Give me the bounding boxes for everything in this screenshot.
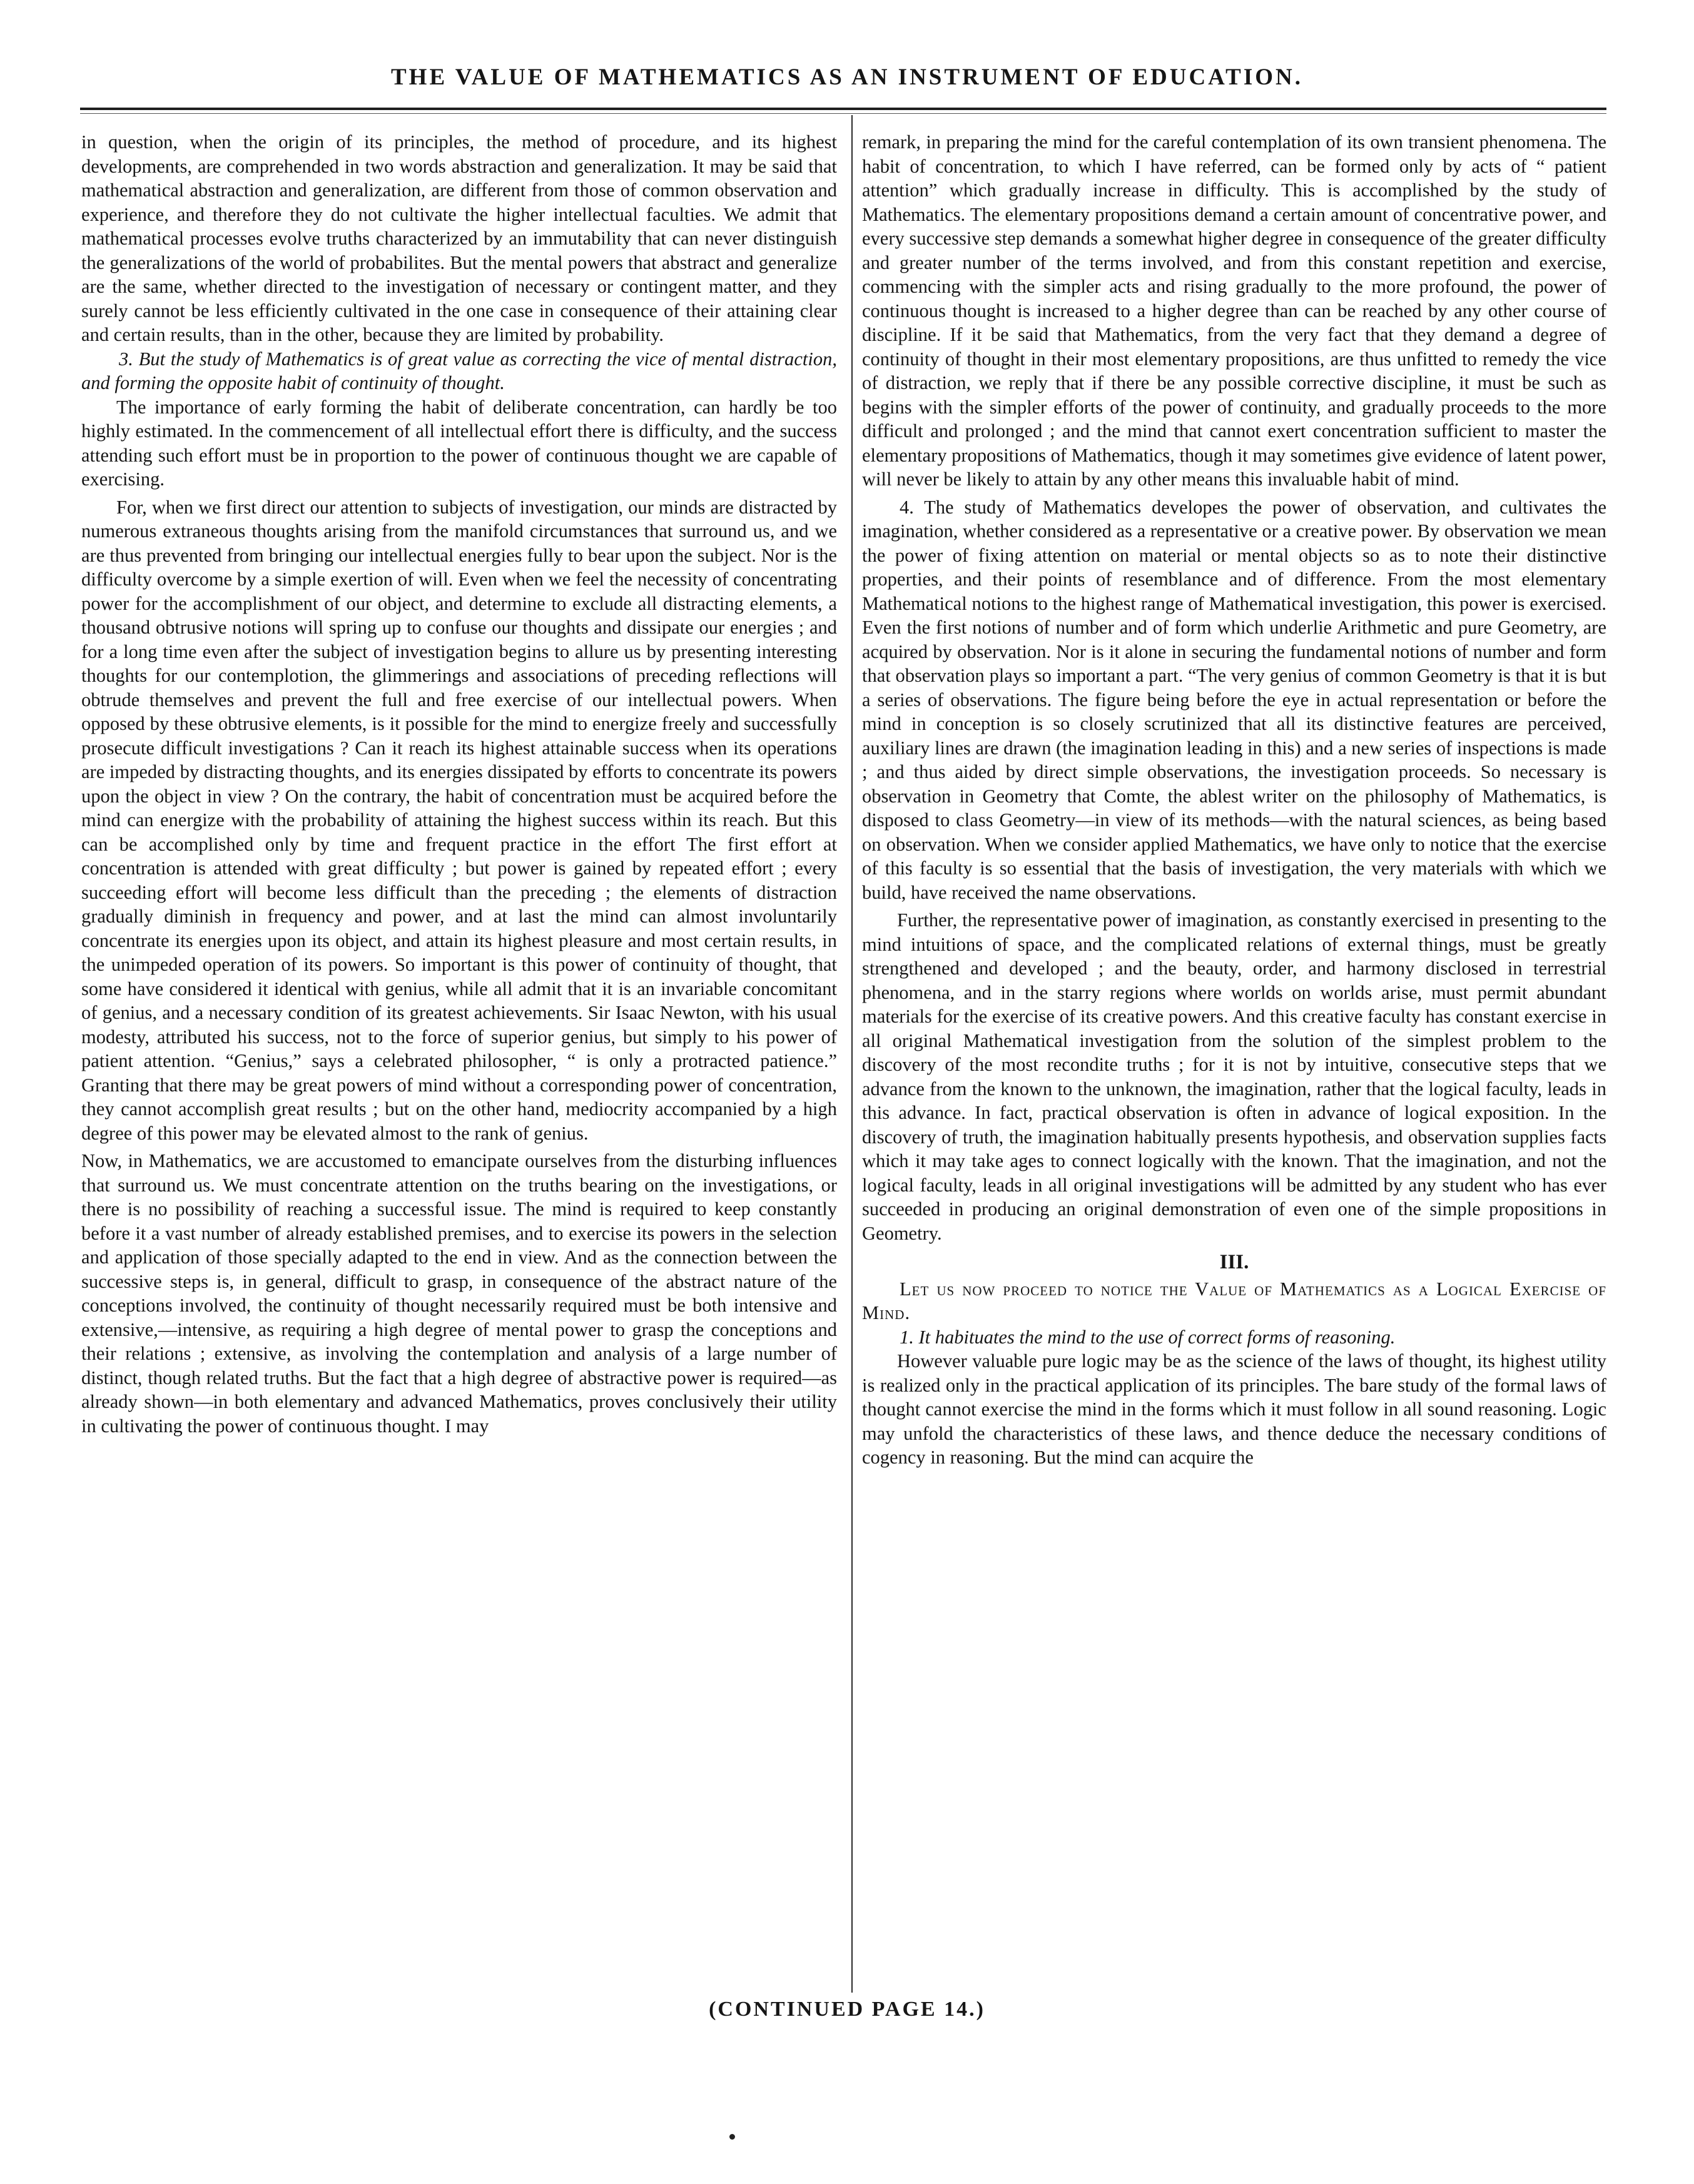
paragraph: Now, in Mathematics, we are accustomed to emancipate ourselves from the disturbing influences that surround us. We must concentrate attention on the truths bearing on the investigations, or there is no possibility of reaching a successful issue. The mind is required to keep constantly before it a vast number of already established premises, and to exercise its powers in the selection and application of those specially adapted to the end in view. And as the connection between the successive steps is, in general, difficult to grasp, in consequence of the abstract nature of the conceptions involved, the continuity of thought necessarily required must be both intensive and extensive,—intensive, as requiring a high degree of mental power to grasp the conceptions and their relations ; extensive, as involving the contemplation and analysis of a large number of distinct, though related truths. But the fact that a high degree of abstractive power is required—as already shown—in both elementary and advanced Mathematics, proves conclusively their utility in cultivating the power of continuous thought. I may bbox=[81, 1150, 837, 1437]
running-title: THE VALUE OF MATHEMATICS AS AN INSTRUMENT OF EDUCATION. bbox=[391, 64, 1303, 90]
section-intro: Let us now proceed to notice the Value of Mathematics as a Logical Exercise of Mind. bbox=[862, 1278, 1606, 1323]
paragraph: remark, in preparing the mind for the careful contemplation of its own transient phenomena. The habit of concentration, to which I have referred, can be formed only by acts of “ patient attention” which gradually increase in difficulty. This is accomplished by the study of Mathematics. The elementary propositions demand a certain amount of concentrative power, and every successive step demands a somewhat higher degree in consequence of the greater difficulty and greater number of the terms involved, and from this constant repetition and exercise, commencing with the simpler acts and rising gradually to the more profound, the power of continuous thought is increased to a higher degree than can be reached by any other course of discipline. If it be said that Mathematics, from the very fact that they demand a degree of continuity of thought in their most elementary propositions, are thus unfitted to remedy the vice of distraction, we reply that if there be any possible corrective discipline, it must be such as begins with the simpler efforts of the power of continuity, and gradually proceeds to the more difficult and prolonged ; and the mind that cannot exert concentration sufficient to master the elementary propositions of Mathematics, though it may sometimes give evidence of latent power, will never be likely to attain by any other means this invaluable habit of mind. bbox=[862, 131, 1606, 490]
paragraph: For, when we first direct our attention to subjects of investigation, our minds are distracted by numerous extraneous thoughts arising from the manifold circumstances that surround us, and we are thus prevented from bringing our intellectual energies fully to bear upon the subject. Nor is the difficulty overcome by a simple exertion of will. Even when we feel the necessity of concentrating power for the accomplishment of our object, and determine to exclude all distracting elements, a thousand obtrusive notions will spring up to confuse our thoughts and dissipate our energies ; and for a long time even after the subject of investigation begins to allure us by presenting interesting thoughts for our contemplotion, the glimmerings and associations of preceding reflections will obtrude themselves and prevent the full and free exercise of our intellectual powers. When opposed by these obtrusive elements, is it possible for the mind to energize freely and successfully prosecute difficult investigations ? Can it reach its highest attainable success when its operations are impeded by distracting thoughts, and its energies dissipated by efforts to concentrate its powers upon the object in view ? On the contrary, the habit of concentration must be acquired before the mind can energize with the probability of attaining the highest success within its reach. But this can be accomplished only by time and frequent practice in the effort The first effort at concentration is attended with great difficulty ; but power is gained by repeated effort ; every succeeding effort will become less difficult than the preceding ; the elements of distraction gradually diminish in frequency and power, and at last the mind can almost involuntarily concentrate its energies upon its object, and attain its highest pleasure and most certain results, in the unimpeded operation of its powers. So important is this power of continuity of thought, that some have considered it identical with genius, while all admit that it is an invariable concomitant of genius, and a necessary condition of its greatest achievements. Sir Isaac Newton, with his usual modesty, attributed his success, not to the force of superior genius, but simply to his power of patient attention. “Genius,” says a celebrated philosopher, “ is only a protracted patience.” Granting that there may be great powers of mind without a corresponding power of concentration, they cannot accomplish great results ; but on the other hand, mediocrity accompanied by a high degree of this power may be elevated almost to the rank of genius. bbox=[81, 496, 837, 1144]
header-rule-thin bbox=[80, 113, 1606, 114]
page-mark bbox=[729, 2134, 735, 2140]
column-divider bbox=[851, 115, 853, 1993]
right-column bbox=[862, 130, 1606, 1470]
paragraph: The importance of early forming the habit of deliberate concentration, can hardly be too highly estimated. In the commencement of all intellectual effort there is difficulty, and the success attending such effort must be in proportion to the power of continuous thought we are capable of exercising. bbox=[81, 396, 837, 490]
paragraph: Further, the representative power of imagination, as constantly exercised in presenting to the mind intuitions of space, and the complicated relations of external things, must be greatly strengthened and developed ; and the beauty, order, and harmony disclosed in terrestrial phenomena, and in the starry regions where worlds on worlds arise, must permit abundant materials for the exercise of its creative powers. And this creative faculty has constant exercise in all original Mathematical investigation from the solution of the simplest problem to the discovery of the most recondite truths ; for it is not by intuitive, consecutive steps that we advance from the known to the unknown, the imagination, rather that the logical faculty, leads in this advance. In fact, practical observation is often in advance of logical exposition. In the discovery of truth, the imagination habitually presents hypothesis, and observation supplies facts which it may take ages to connect logically with the known. That the imagination, and not the logical faculty, leads in all original investigations will be admitted by any student who has ever succeeded in producing an original demonstration of even one of the simple propositions in Geometry. bbox=[862, 909, 1606, 1244]
header-rule bbox=[80, 108, 1606, 110]
paragraph: However valuable pure logic may be as the science of the laws of thought, its highest utility is realized only in the practical application of its principles. The bare study of the formal laws of thought cannot exercise the mind in the forms which it must follow in all sound reasoning. Logic may unfold the characteristics of these laws, and thence deduce the necessary conditions of cogency in reasoning. But the mind can acquire the bbox=[862, 1350, 1606, 1468]
left-column bbox=[81, 130, 837, 1438]
continued-note: (CONTINUED PAGE 14.) bbox=[709, 1998, 985, 2021]
section-heading: III. bbox=[1219, 1251, 1249, 1273]
numbered-heading: 1. It habituates the mind to the use of correct forms of reasoning. bbox=[900, 1326, 1396, 1348]
paragraph: in question, when the origin of its principles, the method of procedure, and its highest developments, are comprehended in two words abstraction and generalization. It may be said that mathematical abstraction and generalization, are different from those of common observation and experience, and therefore they do not cultivate the higher intellectual faculties. We admit that mathematical processes evolve truths characterized by an immutability that can never distinguish the generalizations of the world of probabilites. But the mental powers that abstract and generalize are the same, whether directed to the investigation of necessary or contingent matter, and they surely cannot be less efficiently cultivated in the one case in consequence of their attaining clear and certain results, than in the other, because they are limited by probability. bbox=[81, 131, 837, 345]
numbered-heading: 3. But the study of Mathematics is of great value as correcting the vice of mental distraction, and forming the opposite habit of continuity of thought. bbox=[81, 348, 837, 393]
paragraph: 4. The study of Mathematics developes the power of observation, and cultivates the imagination, whether considered as a representative or a creative power. By observation we mean the power of fixing attention on material or mental objects so as to note their distinctive properties, and their points of resemblance and of difference. From the most elementary Mathematical notions to the highest range of Mathematical investigation, this power is exercised. Even the first notions of number and of form which underlie Arithmetic and pure Geometry, are acquired by observation. Nor is it alone in securing the fundamental notions of number and form that observation plays so important a part. “The very genius of common Geometry is that it is but a series of observations. The figure being before the eye in actual representation or before the mind in conception is so closely scrutinized that all its distinctive features are perceived, auxiliary lines are drawn (the imagination leading in this) and a new series of inspections is made ; and thus aided by direct simple observations, the investigation proceeds. So necessary is observation in Geometry that Comte, the ablest writer on the philosophy of Mathematics, is disposed to class Geometry—in view of its methods—with the natural sciences, as being based on observation. When we consider applied Mathematics, we have only to notice that the exercise of this faculty is so essential that the basis of investigation, the very materials with which we build, have received the name observations. bbox=[862, 496, 1606, 903]
